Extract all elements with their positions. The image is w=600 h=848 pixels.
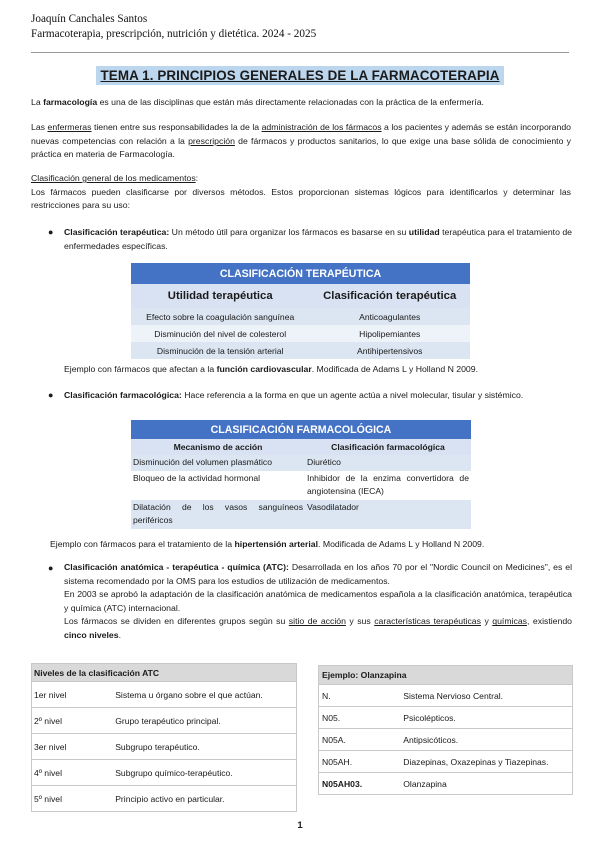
therapeutic-table	[131, 263, 470, 359]
section-heading: Clasificación general de los medicamentos	[31, 173, 196, 183]
table-cell: N05A.	[319, 729, 401, 751]
author-name: Joaquín Canchales Santos	[31, 13, 148, 25]
intro-paragraph-2: Las enfermeras tienen entre sus responsabilidades la de la administración de los fármacos a los pacientes y además se están incorporando nuevas competencias con relación a la prescripción de fármacos y productos sanitarios, lo que exige una base sólida de conocimiento y práctica en materia de Farmacología.	[31, 122, 571, 160]
table-cell: N.	[319, 685, 401, 707]
bullet-icon: ●	[48, 227, 54, 237]
table-cell: Hipolipemiantes	[309, 325, 470, 342]
bullet-icon: ●	[48, 563, 54, 573]
table-cell: Efecto sobre la coagulación sanguínea	[131, 308, 309, 325]
table-cell: 3er nivel	[32, 734, 114, 760]
bullet-pharmacological: Clasificación farmacológica: Hace referencia a la forma en que un agente actúa a nivel molecular, tisular y sistémico.	[64, 390, 524, 400]
table-cell: Diurético	[305, 455, 471, 471]
table-cell: Vasodilatador	[305, 500, 471, 529]
atc-levels-table	[31, 663, 297, 812]
bullet-atc: Clasificación anatómica - terapéutica - química (ATC): Desarrollada en los años 70 por el "Nordic Council on Medicines", es el sistema recomendado por la OMS para los estudios de utilización de medicamentos. En 2003 se aprobó la adaptación de la clasificación anatómica de medicamentos española a la clasificación anatómica, terapéutica y química (ATC) internacional. Los fármacos se dividen en diferentes grupos según su sitio de acción y sus características terapéuticas y químicas, existiendo cinco niveles.	[64, 562, 573, 640]
table-cell: Disminución del volumen plasmático	[131, 455, 305, 471]
table-cell: Sistema u órgano sobre el que actúan.	[113, 682, 296, 708]
caption-2: Ejemplo con fármacos para el tratamiento de la hipertensión arterial. Modificada de Adams L y Holland N 2009.	[50, 539, 485, 549]
table-cell: Antipsicóticos.	[400, 729, 572, 751]
header-divider	[31, 52, 569, 53]
table-cell: Principio activo en particular.	[113, 786, 296, 812]
table-cell: Diazepinas, Oxazepinas y Tiazepinas.	[400, 751, 572, 773]
table-cell: N05.	[319, 707, 401, 729]
table-cell: Disminución de la tensión arterial	[131, 342, 309, 359]
table-cell: Anticoagulantes	[309, 308, 470, 325]
caption-1: Ejemplo con fármacos que afectan a la función cardiovascular. Modificada de Adams L y Holland N 2009.	[64, 364, 479, 374]
table-cell: Olanzapina	[400, 773, 572, 795]
table-cell: Bloqueo de la actividad hormonal	[133, 472, 261, 483]
classification-section: Clasificación general de los medicamentos: Los fármacos pueden clasificarse por diversos métodos. Estos proporcionan sistemas lógicos para identificarlos y determinar las restricciones para su uso:	[31, 173, 571, 211]
table-header: Ejemplo: Olanzapina	[319, 666, 573, 685]
atc-paragraph-3: Los fármacos se dividen en diferentes grupos según su sitio de acción y sus características terapéuticas y químicas, existiendo cinco niveles.	[64, 616, 573, 640]
table-cell: Grupo terapéutico principal.	[113, 708, 296, 734]
table-cell: N05AH.	[319, 751, 401, 773]
table-header: Niveles de la clasificación ATC	[32, 664, 297, 682]
table-title: CLASIFICACIÓN TERAPÉUTICA	[131, 263, 470, 284]
table-cell: 2º nivel	[32, 708, 114, 734]
table-header: Clasificación terapéutica	[309, 284, 470, 308]
table-title: CLASIFICACIÓN FARMACOLÓGICA	[131, 420, 471, 439]
table-cell: 1er nivel	[32, 682, 114, 708]
intro-paragraph-1: La farmacología es una de las disciplinas que están más directamente relacionadas con la práctica de la enfermería.	[31, 97, 484, 107]
table-header: Utilidad terapéutica	[131, 284, 309, 308]
title-wrap	[0, 66, 600, 85]
course-name: Farmacoterapia, prescripción, nutrición y dietética. 2024 - 2025	[31, 28, 317, 40]
table-cell: 5º nivel	[32, 786, 114, 812]
table-cell: Dilatación de los vasos sanguíneos periféricos	[131, 500, 305, 529]
page-number: 1	[297, 820, 303, 831]
table-cell: Sistema Nervioso Central.	[400, 685, 572, 707]
table-cell: 4º nivel	[32, 760, 114, 786]
atc-paragraph-2: En 2003 se aprobó la adaptación de la clasificación anatómica de medicamentos española a la clasificación anatómica, terapéutica y química (ATC) internacional.	[64, 589, 572, 613]
table-cell: Antihipertensivos	[309, 342, 470, 359]
pharmacological-table	[131, 420, 471, 529]
page-header	[31, 12, 316, 42]
table-cell: N05AH03.	[319, 773, 401, 795]
table-cell: Psicolépticos.	[400, 707, 572, 729]
olanzapina-table	[318, 665, 573, 795]
table-cell: Subgrupo químico-terapéutico.	[113, 760, 296, 786]
table-cell: Subgrupo terapéutico.	[113, 734, 296, 760]
bullet-icon: ●	[48, 390, 54, 400]
table-header: Clasificación farmacológica	[305, 439, 471, 455]
section-body: Los fármacos pueden clasificarse por diversos métodos. Estos proporcionan sistemas lógicos para identificarlos y determinar las restricciones para su uso:	[31, 186, 571, 211]
table-cell: Inhibidor de la enzima convertidora de angiotensina (IECA)	[307, 472, 469, 496]
bullet-therapeutic: Clasificación terapéutica: Un método útil para organizar los fármacos es basarse en su utilidad terapéutica para el tratamiento de enfermedades específicas.	[64, 227, 572, 251]
table-cell: Disminución del nivel de colesterol	[131, 325, 309, 342]
table-header: Mecanismo de acción	[131, 439, 305, 455]
page-title: TEMA 1. PRINCIPIOS GENERALES DE LA FARMACOTERAPIA	[96, 66, 505, 85]
